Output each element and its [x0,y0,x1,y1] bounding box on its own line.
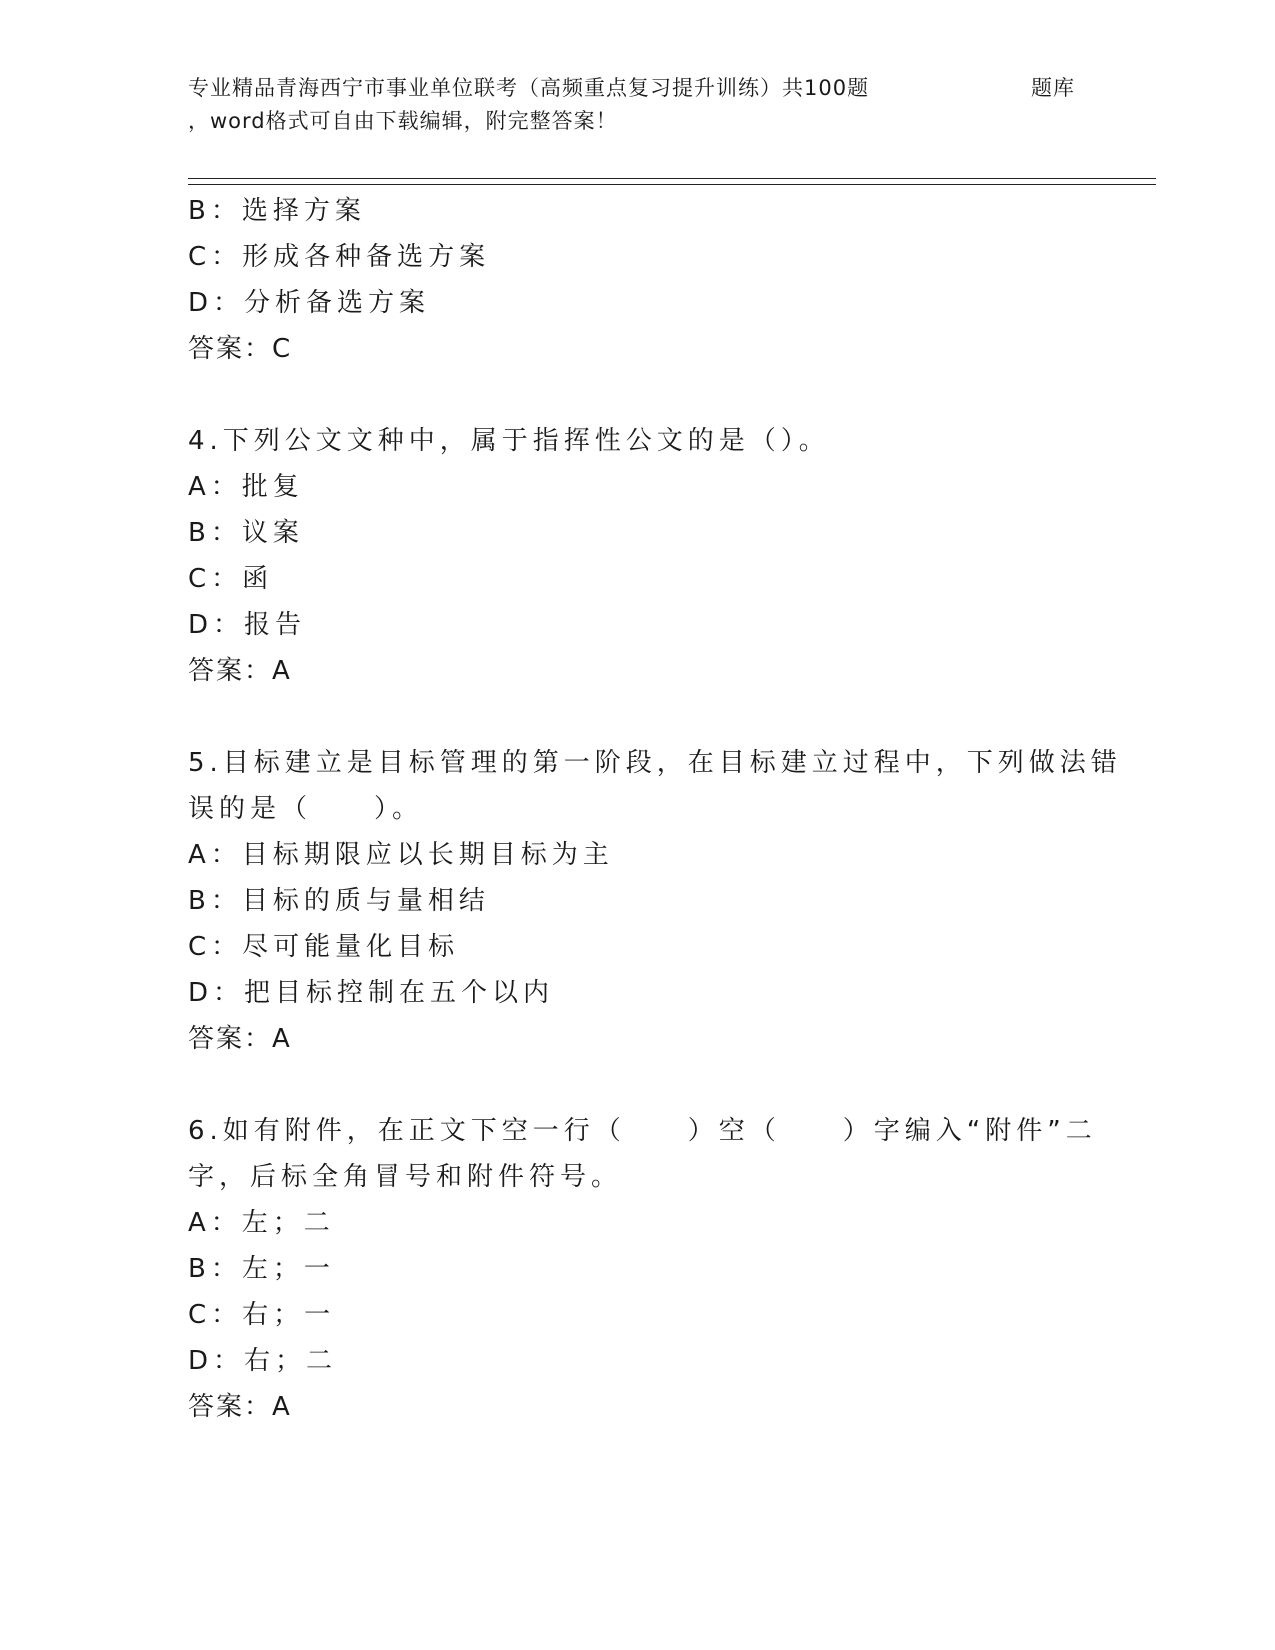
question-stem-line-2: 字，后标全角冒号和附件符号。 [188,1162,623,1192]
option-d: D：把目标控制在五个以内 [188,978,555,1008]
question-stem: 4.下列公文文种中，属于指挥性公文的是（）。 [188,426,830,456]
question-stem-line-2: 误的是（ ）。 [188,794,424,824]
option-d: D：右；二 [188,1346,338,1376]
answer: 答案：C [188,334,293,364]
answer: 答案：A [188,1392,292,1422]
header-rule-bottom [188,184,1156,185]
option-b: B：左；一 [188,1254,335,1284]
option-a: A：左；二 [188,1208,335,1238]
option-a: A：目标期限应以长期目标为主 [188,840,614,870]
question-4 [188,418,1068,694]
document-header [188,72,1088,138]
spacer [188,372,1068,418]
option-d: D：报告 [188,610,307,640]
header-title-line [188,72,1088,105]
spacer [188,1062,1068,1108]
option-b: B：目标的质与量相结 [188,886,490,916]
spacer [188,694,1068,740]
header-title: 专业精品青海西宁市事业单位联考（高频重点复习提升训练）共100题 [188,76,870,100]
document-body [188,188,1122,1430]
answer: 答案：A [188,656,292,686]
option-b: B：选择方案 [188,196,366,226]
option-c: C：函 [188,564,274,594]
option-a: A：批复 [188,472,304,502]
option-c: C：右；一 [188,1300,336,1330]
question-stem-line-1: 6.如有附件，在正文下空一行（ ）空（ ）字编入“附件”二 [188,1116,1097,1146]
option-b: B：议案 [188,518,304,548]
option-c: C：形成各种备选方案 [188,242,491,272]
answer: 答案：A [188,1024,292,1054]
header-tag: 题库 [1031,76,1075,100]
header-rule-top [188,178,1156,179]
question-5 [188,740,1122,1062]
option-c: C：尽可能量化目标 [188,932,460,962]
question-6 [188,1108,1097,1430]
question-3-tail [188,188,1068,372]
option-d: D：分析备选方案 [188,288,431,318]
header-subtitle: ，word格式可自由下载编辑，附完整答案！ [188,109,618,133]
question-stem-line-1: 5.目标建立是目标管理的第一阶段，在目标建立过程中，下列做法错 [188,748,1122,778]
